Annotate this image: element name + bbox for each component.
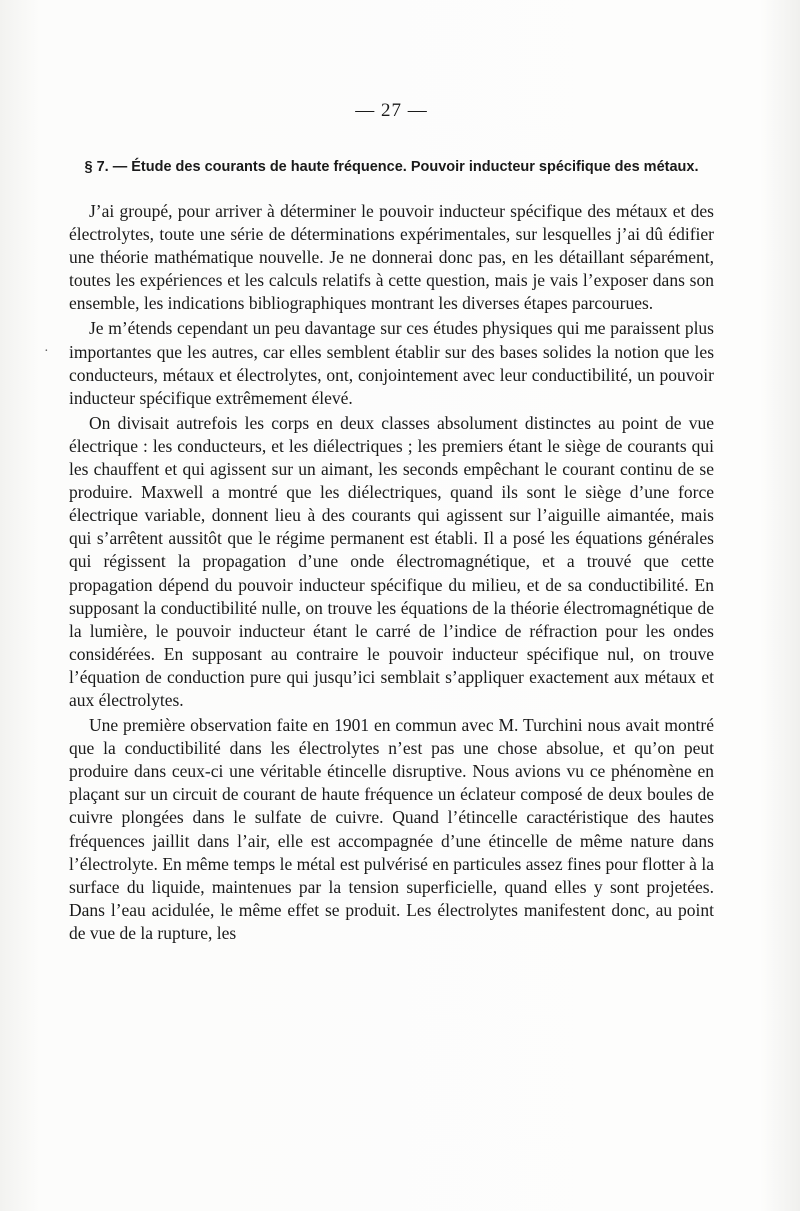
section-heading: § 7. — Étude des courants de haute fréquence. Pouvoir inducteur spécifique des métaux. [84, 159, 699, 175]
paragraph-2: Je m’étends cependant un peu davantage sur ces études physiques qui me paraissent plus importantes que les autres, car elles semblent établir sur des bases solides la notion que les conducteurs, métaux et électrolytes, ont, conjointement avec leur conductibilité, un pouvoir inducteur spécifique extrêmement élevé. [69, 318, 714, 408]
paragraph-4: Une première observation faite en 1901 en commun avec M. Turchini nous avait montré que la conductibilité dans les électrolytes n’est pas une chose absolue, et qu’on peut produire dans ceux-ci une véritable étincelle disruptive. Nous avions vu ce phénomène en plaçant sur un circuit de courant de haute fréquence un éclateur composé de deux boules de cuivre plongées dans le sulfate de cuivre. Quand l’étincelle caractéristique des hautes fréquences jaillit dans l’air, elle est accompagnée d’une étincelle de même nature dans l’électrolyte. En même temps le métal est pulvérisé en particules assez fines pour flotter à la surface du liquide, maintenues par la tension superficielle, quand elles y sont projetées. Dans l’eau acidulée, le même effet se produit. Les électrolytes manifestent donc, au point de vue de la rupture, les [69, 715, 714, 943]
page-content [69, 100, 714, 947]
paragraph-1: J’ai groupé, pour arriver à déterminer le pouvoir inducteur spécifique des métaux et des électrolytes, toute une série de déterminations expérimentales, sur lesquelles j’ai dû édifier une théorie mathématique nouvelle. Je ne donnerai donc pas, en les détaillant séparément, toutes les expériences et les calculs relatifs à cette question, mais je vais l’exposer dans son ensemble, les indications bibliographiques montrant les diverses étapes parcourues. [69, 201, 714, 314]
paragraph-3: On divisait autrefois les corps en deux classes absolument distinctes au point de vue électrique : les conducteurs, et les diélectriques ; les premiers étant le siège de courants qui les chauffent et qui agissent sur un aimant, les seconds empêchant le courant continu de se produire. Maxwell a montré que les diélectriques, quand ils sont le siège d’une force électrique variable, donnent lieu à des courants qui agissent sur l’aiguille aimantée, mais qui s’arrêtent aussitôt que le régime permanent est établi. Il a posé les équations générales qui régissent la propagation d’une onde électromagnétique, et a trouvé que cette propagation dépend du pouvoir inducteur spécifique du milieu, et de sa conductibilité. En supposant la conductibilité nulle, on trouve les équations de la théorie électromagnétique de la lumière, le pouvoir inducteur étant le carré de l’indice de réfraction pour les ondes considérées. En supposant au contraire le pouvoir inducteur spécifique nul, on trouve l’équation de conduction pure qui jusqu’ici semblait s’appliquer exactement aux métaux et aux électrolytes. [69, 412, 714, 710]
margin-speck: · [44, 344, 49, 359]
page-number: — 27 — [355, 100, 428, 121]
